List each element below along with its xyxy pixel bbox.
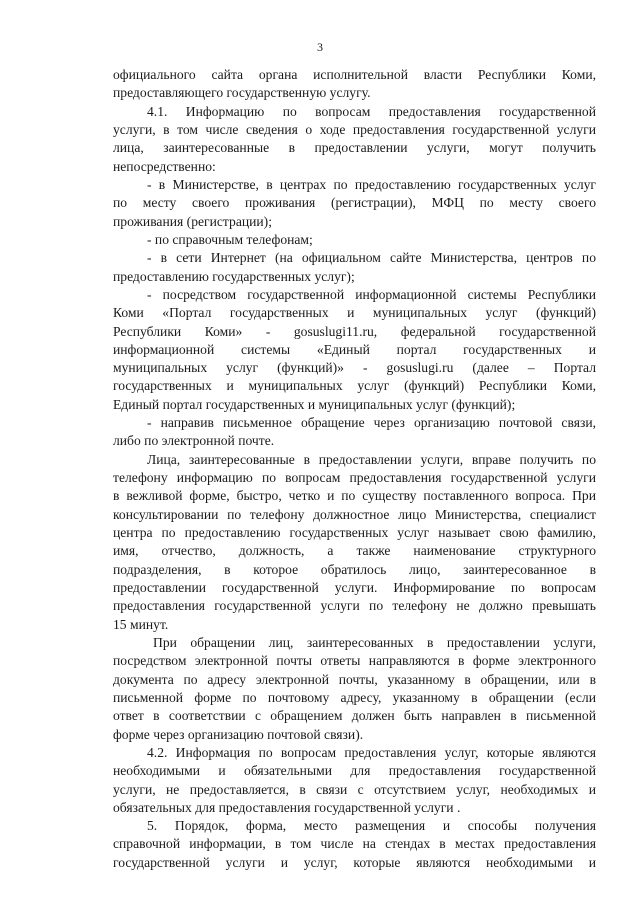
text-line: Единый портал государственных и муниципальных услуг (функций); xyxy=(113,396,516,412)
text-line: центра по предоставлению государственных услуг называет свою фамилию, xyxy=(113,525,596,540)
text-line: 4.1. Информацию по вопросам предоставления государственной xyxy=(147,103,596,119)
text-line: телефону информацию по вопросам предоставления государственной услуги xyxy=(113,470,596,485)
text-line: непосредственно: xyxy=(113,158,216,174)
text-line: услуги, не предоставляется, в связи с отсутствием услуг, необходимых и xyxy=(113,781,596,797)
text-line: - направив письменное обращение через организацию почтовой связи, xyxy=(147,415,596,431)
text-line: При обращении лиц, заинтересованных в предоставлении услуги, xyxy=(153,634,596,650)
text-line: 4.2. Информация по вопросам предоставления услуг, которые являются xyxy=(147,744,596,760)
text-line: в вежливой форме, быстро, четко и по существу поставленного вопроса. При xyxy=(113,488,596,504)
text-line: Республики Коми» - gosuslugi11.ru, федеральной государственной xyxy=(113,323,596,339)
text-line: государственных и муниципальных услуг (функций) Республики Коми, xyxy=(113,378,596,394)
text-line: форме через организацию почтовой связи). xyxy=(113,726,364,742)
text-line: 5. Порядок, форма, место размещения и способы получения xyxy=(147,818,596,834)
text-line: Лица, заинтересованные в предоставлении услуги, вправе получить по xyxy=(147,451,596,467)
text-line: - в Министерстве, в центрах по предоставлению государственных услуг xyxy=(147,176,596,192)
text-line: проживания (регистрации); xyxy=(113,213,272,229)
text-line: консультировании по телефону должностное лицо Министерства, специалист xyxy=(113,506,596,522)
text-line: либо по электронной почте. xyxy=(113,433,275,449)
text-line: - в сети Интернет (на официальном сайте Министерства, центров по xyxy=(147,250,596,266)
text-line: по месту своего проживания (регистрации), МФЦ по месту своего xyxy=(113,195,596,211)
text-line: информационной системы «Единый портал государственных и xyxy=(113,341,596,357)
text-line: предоставляющего государственную услугу. xyxy=(113,85,371,101)
page-number: 3 xyxy=(317,40,323,54)
text-line: письменной форме по почтовому адресу, указанному в обращении (если xyxy=(113,689,596,705)
text-line: муниципальных услуг (функций)» - gosuslugi.ru (далее – Портал xyxy=(113,360,596,376)
text-line: предоставления государственной услуги по телефону не должно превышать xyxy=(113,598,596,614)
text-line: ответ в соответствии с обращением должен быть направлен в письменной xyxy=(113,708,596,724)
text-line: лица, заинтересованные в предоставлении услуги, могут получить xyxy=(113,140,596,156)
text-line: - посредством государственной информационной системы Республики xyxy=(147,286,596,302)
text-line: справочной информации, в том числе на стендах в местах предоставления xyxy=(113,836,596,852)
text-line: Коми «Портал государственных и муниципальных услуг (функций) xyxy=(113,305,596,321)
text-line: подразделения, в которое обратилось лицо, заинтересованное в xyxy=(113,561,596,577)
text-line: предоставлению государственных услуг); xyxy=(113,268,355,284)
text-line: предоставлении государственной услуги. Информирование по вопросам xyxy=(113,580,596,595)
text-line: - по справочным телефонам; xyxy=(147,231,313,247)
text-line: официального сайта органа исполнительной власти Республики Коми, xyxy=(113,67,596,82)
text-line: посредством электронной почты ответы направляются в форме электронного xyxy=(113,653,596,669)
text-line: государственной услуги и услуг, которые являются необходимыми и xyxy=(113,854,596,870)
text-line: документа по адресу электронной почты, указанному в обращении, или в xyxy=(113,671,596,687)
text-line: 15 минут. xyxy=(113,616,169,632)
text-line: имя, отчество, должность, а также наименование структурного xyxy=(113,543,596,559)
text-line: обязательных для предоставления государственной услуги . xyxy=(113,799,461,815)
text-line: необходимыми и обязательными для предоставления государственной xyxy=(113,763,596,779)
text-line: услуги, в том числе сведения о ходе предоставления государственной услуги xyxy=(113,122,596,137)
